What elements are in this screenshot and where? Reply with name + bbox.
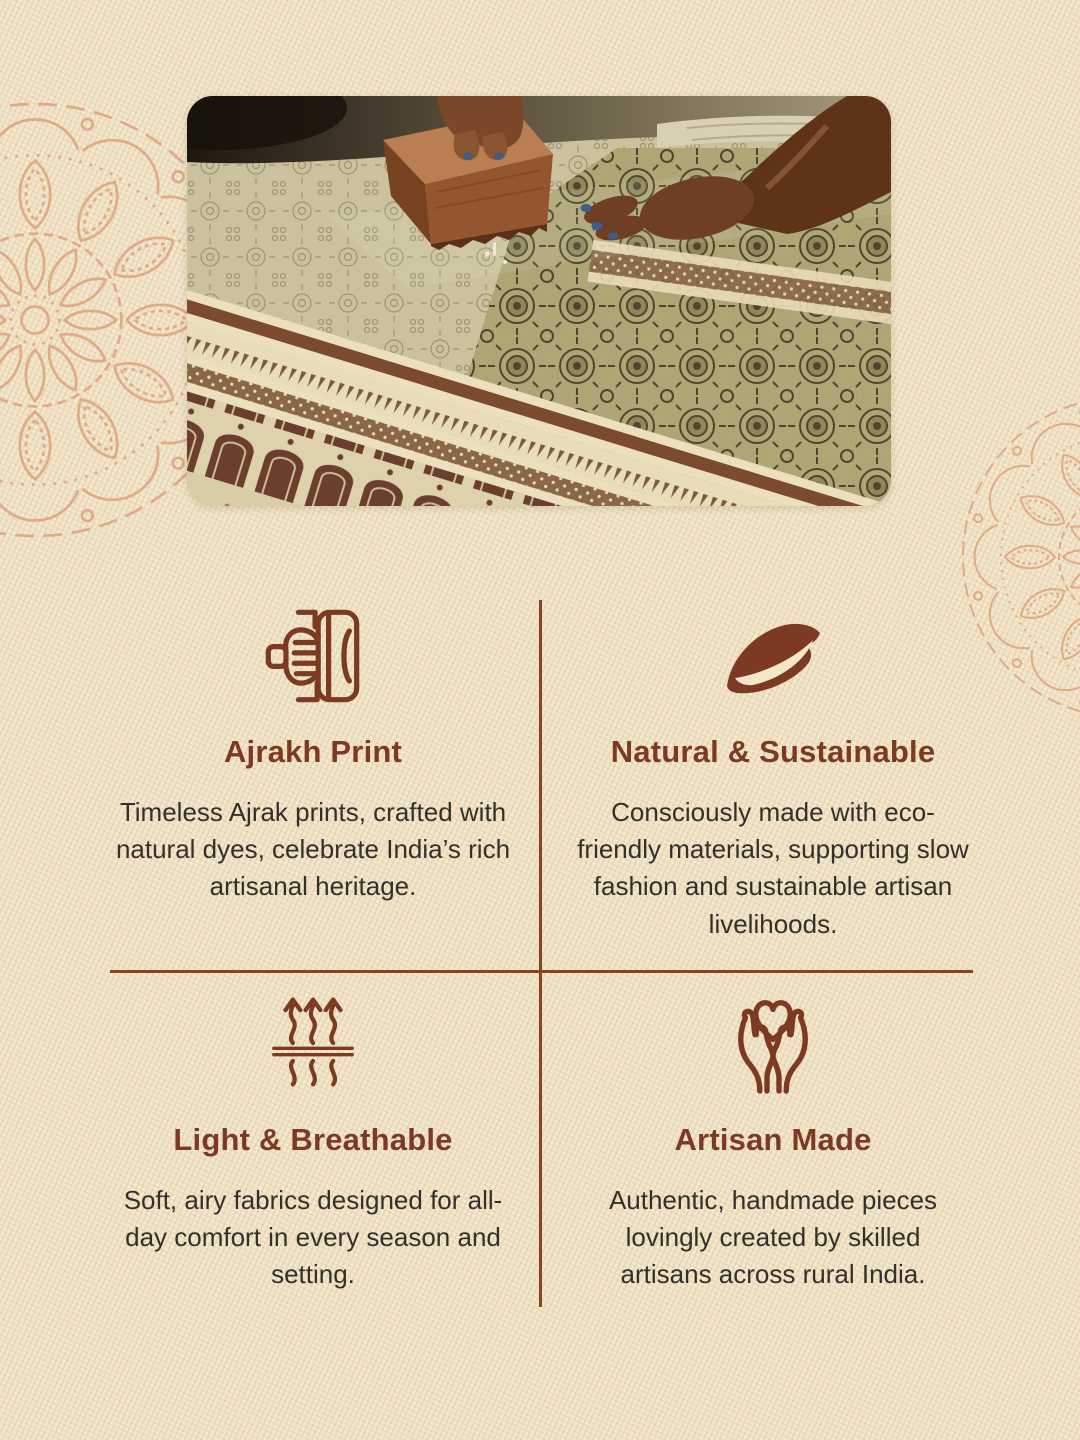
leaf-icon [706,612,840,700]
feature-description: Timeless Ajrak prints, crafted with natural dyes, celebrate India’s rich artisanal heritage. [115,797,511,902]
icon-wrap [706,600,840,712]
breathable-fabric-icon [260,987,366,1099]
feature-description: Authentic, handmade pieces lovingly created by skilled artisans across rural India. [608,1185,938,1290]
vertical-divider [539,600,542,1307]
icon-wrap [260,982,366,1104]
feature-card-light-breathable [93,982,533,1294]
feature-title: Artisan Made [674,1122,872,1157]
feature-description: Soft, airy fabrics designed for all-day comfort in every season and setting. [123,1185,503,1290]
feature-title: Light & Breathable [173,1122,453,1157]
feature-title: Natural & Sustainable [610,734,936,769]
feature-title: Ajrakh Print [223,734,403,769]
block-printing-scene [187,96,891,506]
horizontal-divider [110,970,973,973]
block-print-stamp-icon [261,604,365,708]
icon-wrap [712,982,834,1104]
hero-block-printing-photo [187,96,891,506]
icon-wrap [261,600,365,712]
hands-holding-heart-icon [712,983,834,1103]
feature-card-ajrakh-print [93,600,533,906]
feature-description: Consciously made with eco-friendly materials, supporting slow fashion and sustainable artisan livelihoods. [577,797,969,939]
feature-card-natural-sustainable [553,600,993,943]
feature-card-artisan-made [553,982,993,1294]
